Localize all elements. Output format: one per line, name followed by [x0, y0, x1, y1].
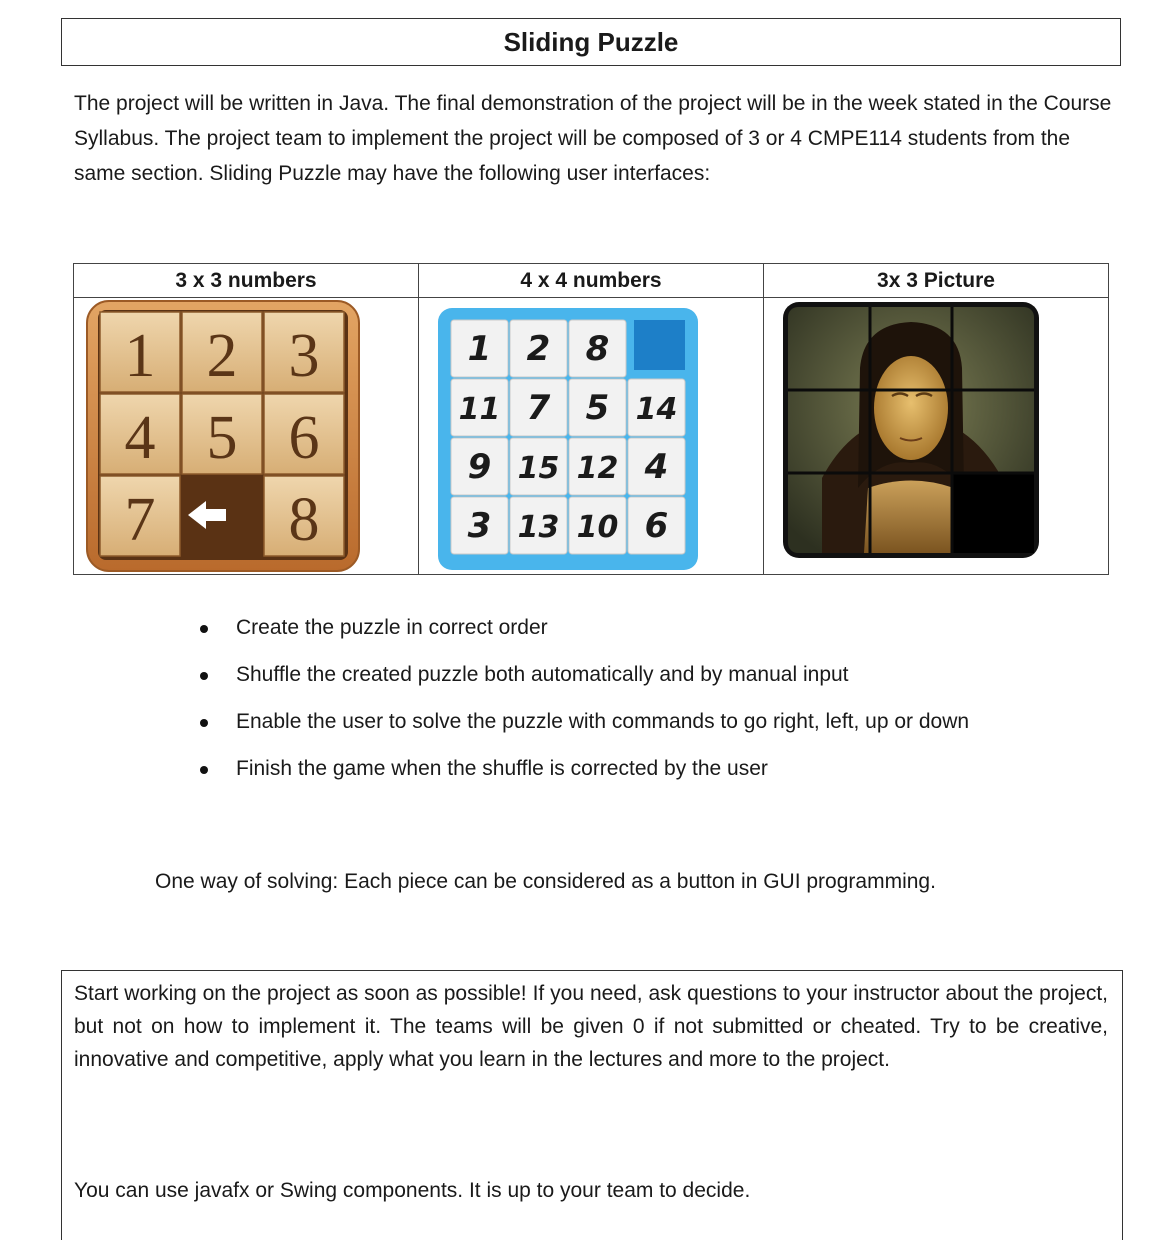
blue-tile: [510, 497, 567, 554]
tile-number: 15: [517, 451, 560, 486]
blue-tile: [569, 379, 626, 436]
wood-tile: [264, 476, 344, 556]
wood-tile: [182, 312, 262, 392]
tile-number: 5: [206, 404, 238, 472]
footer-paragraph-2: You can use javafx or Swing components. It is up to your team to decide.: [74, 1179, 751, 1202]
wood-tile: [182, 394, 262, 474]
blue-tile: [628, 438, 685, 495]
header-4x4-numbers: 4 x 4 numbers: [419, 264, 764, 298]
wood-tile: [100, 476, 180, 556]
wood-tile: [100, 394, 180, 474]
blue-puzzle-image: [419, 298, 764, 574]
tile-number: 13: [517, 510, 560, 545]
tile-number: 7: [124, 486, 156, 554]
blue-tile: [451, 497, 508, 554]
tile-number: 1: [124, 322, 156, 390]
tile-number: 2: [206, 322, 238, 390]
tile-number: 6: [644, 506, 669, 546]
tile-number: 7: [526, 388, 551, 428]
blue-tile: [628, 379, 685, 436]
requirements-list: [200, 612, 969, 800]
tile-number: 5: [585, 388, 610, 428]
page-title: Sliding Puzzle: [503, 26, 679, 57]
tile-number: 12: [576, 451, 619, 486]
header-3x3-numbers: 3 x 3 numbers: [74, 264, 419, 298]
tile-number: 3: [467, 506, 492, 546]
tile-number: 3: [288, 322, 320, 390]
blue-tile: [569, 497, 626, 554]
blue-tile: [569, 320, 626, 377]
tile-number: 2: [526, 329, 551, 369]
tile-number: 9: [467, 447, 492, 487]
list-item: Shuffle the created puzzle both automatically and by manual input: [200, 659, 969, 706]
tile-number: 10: [576, 510, 619, 545]
tile-number: 8: [288, 486, 320, 554]
blue-tile: [451, 320, 508, 377]
blue-tile: [628, 497, 685, 554]
list-item: Enable the user to solve the puzzle with commands to go right, left, up or down: [200, 706, 969, 753]
tile-number: 4: [124, 404, 156, 472]
footer-paragraph-1: Start working on the project as soon as possible! If you need, ask questions to your instructor about the project, but not on how to implement it. The teams will be given 0 if not submitted or cheated. Try to be creative, innovative and competitive, apply what you learn in the lectures and more to the project.: [74, 982, 1108, 1071]
tile-number: 4: [644, 447, 669, 487]
blue-tile: [510, 379, 567, 436]
tile-number: 8: [585, 329, 610, 369]
blue-tile: [569, 438, 626, 495]
footer-box: [61, 970, 1123, 1240]
list-item: Finish the game when the shuffle is corrected by the user: [200, 753, 969, 800]
blue-tile: [451, 438, 508, 495]
tile-number: 1: [467, 329, 492, 369]
intro-paragraph: The project will be written in Java. The final demonstration of the project will be in the week stated in the Course Syllabus. The project team to implement the project will be composed of 3 or 4 CMPE114 students from the same section. Sliding Puzzle may have the following user interfaces:: [74, 92, 1112, 185]
title-box: [61, 18, 1121, 66]
list-item: Create the puzzle in correct order: [200, 612, 969, 659]
tile-number: 11: [458, 392, 501, 427]
wood-tile: [264, 394, 344, 474]
mona-lisa-puzzle-image: [764, 298, 1109, 574]
blue-tile: [510, 320, 567, 377]
header-3x3-picture: 3x 3 Picture: [764, 264, 1109, 298]
blue-tile: [510, 438, 567, 495]
wood-tile: [100, 312, 180, 392]
blue-tile: [451, 379, 508, 436]
solving-note: One way of solving: Each piece can be considered as a button in GUI programming.: [155, 870, 936, 893]
tile-number: 14: [635, 392, 678, 427]
wood-puzzle-image: [74, 298, 419, 574]
tile-number: 6: [288, 404, 320, 472]
interfaces-table: [73, 263, 1109, 575]
wood-tile: [264, 312, 344, 392]
